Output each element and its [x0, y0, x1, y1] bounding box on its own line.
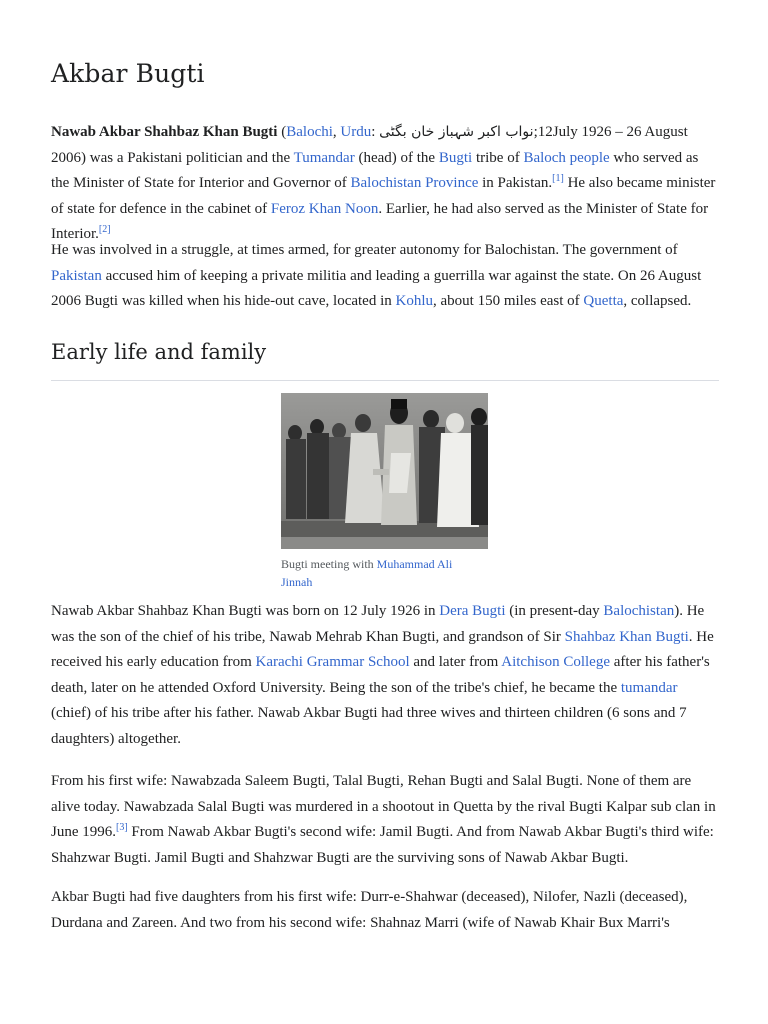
intro-paragraph-1	[51, 120, 719, 248]
link-aitchison-college[interactable]: Aitchison College	[501, 654, 610, 670]
link-baloch-people[interactable]: Baloch people	[523, 149, 610, 166]
text-span: tribe of	[472, 149, 524, 166]
link-pakistan[interactable]: Pakistan	[51, 267, 102, 284]
text-span: ;12July 1926 – 26 August 2006) was a Pakistani politician and the	[51, 124, 688, 166]
early-life-paragraph-1	[51, 599, 719, 752]
link-balochistan[interactable]: Balochistan	[603, 603, 675, 619]
link-urdu[interactable]: Urdu	[340, 124, 372, 140]
text-span: From Nawab Akbar Bugti's second wife: Jamil Bugti. And from Nawab Akbar Bugti's third wife: Shahzwar Bugti. Jamil Bugti and Shahzwar Bugti are the surviving sons of Nawab Akbar Bugti.	[51, 824, 714, 866]
text-span: ,	[332, 124, 341, 140]
photo-caption	[281, 555, 471, 591]
reference-1	[552, 173, 564, 184]
text-span: (in present-day	[505, 603, 604, 619]
text-span: , collapsed.	[623, 293, 692, 309]
text-span: . Earlier, he had also served as the Minister of State for Interior.	[51, 200, 709, 242]
subject-name: Nawab Akbar Shahbaz Khan Bugti	[51, 124, 278, 140]
intro-paragraph-2	[51, 238, 719, 315]
link-tumandar-lower[interactable]: tumandar	[620, 679, 678, 696]
reference-link-2[interactable]: [2]	[98, 224, 111, 235]
reference-2	[99, 224, 111, 235]
link-balochistan-province[interactable]: Balochistan Province	[350, 175, 479, 191]
page-title: Akbar Bugti	[51, 59, 205, 88]
historic-photo[interactable]	[281, 393, 488, 549]
link-bugti[interactable]: Bugti	[438, 149, 473, 166]
text-span: ). He was the son of the chief of his tribe, Nawab Mehrab Khan Bugti, and grandson of Sir	[51, 603, 705, 645]
text-span: , about 150 miles east of	[433, 293, 584, 309]
link-quetta[interactable]: Quetta	[583, 293, 624, 309]
link-balochi[interactable]: Balochi	[286, 124, 333, 140]
link-dera-bugti[interactable]: Dera Bugti	[439, 603, 506, 619]
photo-figure	[281, 393, 488, 591]
photo-graphic	[281, 393, 488, 549]
text-span: (	[277, 124, 287, 140]
link-tumandar[interactable]: Tumandar	[293, 149, 355, 166]
text-span: :	[371, 124, 380, 140]
link-feroz-khan-noon[interactable]: Feroz Khan Noon	[270, 200, 379, 217]
link-shahbaz-khan-bugti[interactable]: Shahbaz Khan Bugti	[564, 628, 689, 645]
heading-divider	[51, 380, 719, 381]
text-span: From his first wife: Nawabzada Saleem Bugti, Talal Bugti, Rehan Bugti and Salal Bugti. None of them are alive today. Nawabzada Salal Bugti was murdered in a shootout in Quetta by the rival Bugti Kalpar sub clan in June 1996.	[51, 773, 716, 840]
text-span: who served as the Minister of State for Interior and Governor of	[51, 149, 699, 191]
urdu-name: نواب اکبر شہباز خان بگٹی	[379, 124, 534, 140]
caption-text: Bugti meeting with	[281, 557, 377, 571]
section-heading-early-life: Early life and family	[51, 340, 267, 364]
text-span: accused him of keeping a private militia and leading a guerrilla war against the state. On 26 August 2006 Bugti was killed when his hide-out cave, located in	[51, 267, 702, 309]
text-span: He was involved in a struggle, at times armed, for greater autonomy for Balochistan. The government of	[51, 242, 678, 258]
text-span: . He received his early education from	[51, 628, 714, 670]
text-span: Nawab Akbar Shahbaz Khan Bugti was born on 12 July 1926 in	[51, 603, 440, 619]
text-span: in Pakistan.	[478, 175, 553, 191]
early-life-paragraph-3: Akbar Bugti had five daughters from his first wife: Durr-e-Shahwar (deceased), Nilofer, Nazli (deceased), Durdana and Zareen. And two from his second wife: Shahnaz Marri (wife of Nawab Khair Bux Marri's	[51, 889, 688, 931]
early-life-paragraph-2	[51, 769, 719, 871]
text-span: after his father's death, later on he attended Oxford University. Being the son of the tribe's chief, he became the	[51, 654, 710, 696]
text-span: (head) of the	[354, 149, 439, 166]
reference-link-1[interactable]: [1]	[552, 173, 564, 184]
text-span: He also became minister of state for defence in the cabinet of	[51, 175, 716, 217]
link-kohlu[interactable]: Kohlu	[395, 293, 434, 309]
text-span: (chief) of his tribe after his father. Nawab Akbar Bugti had three wives and thirteen children (6 sons and 7 daughters) altogether.	[51, 705, 687, 747]
reference-link-3[interactable]: [3]	[116, 822, 128, 833]
text-span: and later from	[409, 654, 502, 670]
link-jinnah[interactable]: Muhammad Ali Jinnah	[281, 557, 453, 589]
reference-3	[116, 822, 128, 833]
link-karachi-grammar-school[interactable]: Karachi Grammar School	[255, 654, 410, 670]
